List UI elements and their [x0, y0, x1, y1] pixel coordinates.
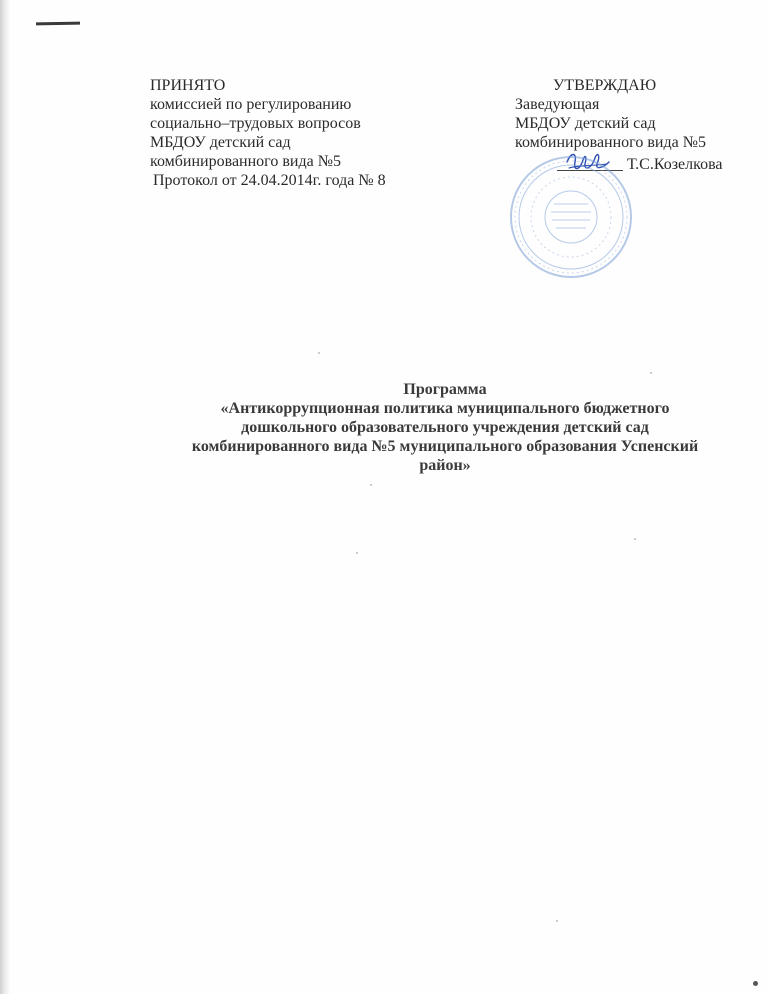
approved-block: [150, 76, 386, 190]
confirm-line: МБДОУ детский сад: [515, 115, 656, 132]
scan-speck: [753, 981, 758, 986]
scan-speck: [318, 352, 320, 354]
signer-name: Т.С.Козелкова: [627, 156, 723, 173]
scan-speck: [650, 372, 652, 374]
program-title-line: «Антикоррупционная политика муниципального бюджетного: [220, 400, 670, 417]
approved-line: социально–трудовых вопросов: [150, 115, 361, 132]
protocol-line: Протокол от 24.04.2014г. года № 8: [153, 172, 386, 189]
scan-speck: [634, 538, 636, 540]
program-title: Программа: [403, 381, 487, 398]
approved-line: МБДОУ детский сад: [150, 134, 291, 151]
program-title-line: комбинированного вида №5 муниципального образования Успенский: [191, 438, 699, 455]
scan-speck: [370, 484, 372, 486]
scan-speck: [356, 552, 358, 554]
program-title-line: район»: [419, 457, 471, 474]
confirm-heading: УТВЕРЖДАЮ: [553, 77, 657, 94]
confirm-line: комбинированного вида №5: [515, 134, 706, 151]
scan-mark: [36, 22, 80, 26]
scan-speck: [556, 920, 558, 922]
scan-edge-shadow: [0, 0, 10, 994]
confirm-line: Заведующая: [515, 96, 600, 113]
approved-line: комбинированного вида №5: [150, 153, 341, 170]
approved-heading: ПРИНЯТО: [150, 77, 226, 94]
program-title-block: [150, 380, 740, 475]
official-stamp-icon: [506, 152, 636, 282]
approved-line: комиссией по регулированию: [150, 96, 352, 113]
program-title-line: дошкольного образовательного учреждения детский сад: [241, 419, 649, 436]
